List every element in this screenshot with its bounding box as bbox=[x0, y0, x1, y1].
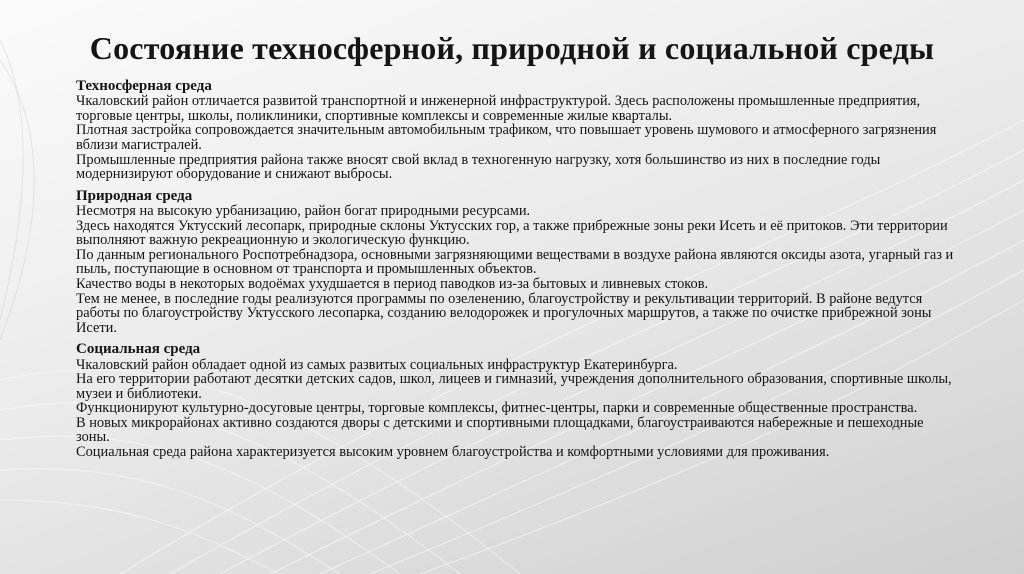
paragraph: Качество воды в некоторых водоёмах ухудшается в период паводков из-за бытовых и ливневых стоков. bbox=[76, 275, 709, 292]
paragraph: Чкаловский район обладает одной из самых развитых социальных инфраструктур Екатеринбурга. bbox=[76, 356, 678, 373]
section-title: Природная среда bbox=[76, 187, 193, 204]
section-title: Техносферная среда bbox=[76, 78, 212, 94]
paragraph: Чкаловский район отличается развитой транспортной и инженерной инфраструктурой. Здесь расположены промышленные предприятия, торговые центры, школы, поликлиники, спортивные комплексы и современные жилые кварталы. bbox=[76, 93, 921, 124]
section-nature bbox=[76, 189, 956, 336]
paragraph: Тем не менее, в последние годы реализуются программы по озеленению, благоустройству и рекультивации территорий. В районе ведутся работы по благоустройству Уктусского лесопарка, созданию велодорожек и прогулочных маршрутов, а также по очистке прибрежной зоны Исети. bbox=[76, 290, 932, 336]
slide-content bbox=[76, 79, 956, 467]
paragraph: Социальная среда района характеризуется высоким уровнем благоустройства и комфортными условиями для проживания. bbox=[76, 444, 830, 461]
section-title: Социальная среда bbox=[76, 341, 201, 358]
paragraph: По данным регионального Роспотребнадзора, основными загрязняющими веществами в воздухе района являются оксиды азота, угарный газ и пыль, поступающие в основном от транспорта и промышленных объектов. bbox=[76, 246, 954, 278]
paragraph: Промышленные предприятия района также вносят свой вклад в техногенную нагрузку, хотя большинство из них в последние годы модернизируют оборудование и снижают выбросы. bbox=[76, 151, 881, 183]
paragraph: В новых микрорайонах активно создаются дворы с детскими и спортивными площадками, благоустраиваются набережные и пешеходные зоны. bbox=[76, 414, 924, 446]
section-technosphere bbox=[76, 79, 956, 182]
paragraph: Несмотря на высокую урбанизацию, район богат природными ресурсами. bbox=[76, 202, 531, 219]
paragraph: Здесь находятся Уктусский лесопарк, природные склоны Уктусских гор, а также прибрежные зоны реки Исеть и её притоков. Эти территории выполняют важную рекреационную и экологическую функцию. bbox=[76, 217, 948, 249]
paragraph: Функционируют культурно-досуговые центры, торговые комплексы, фитнес-центры, парки и современные общественные пространства. bbox=[76, 400, 918, 417]
slide-title: Состояние техносферной, природной и социальной среды bbox=[89, 30, 935, 66]
paragraph: На его территории работают десятки детских садов, школ, лицеев и гимназий, учреждения дополнительного образования, спортивные школы, музеи и библиотеки. bbox=[76, 371, 952, 402]
section-social bbox=[76, 342, 956, 459]
paragraph: Плотная застройка сопровождается значительным автомобильным трафиком, что повышает уровень шумового и атмосферного загрязнения вблизи магистралей. bbox=[76, 122, 937, 153]
